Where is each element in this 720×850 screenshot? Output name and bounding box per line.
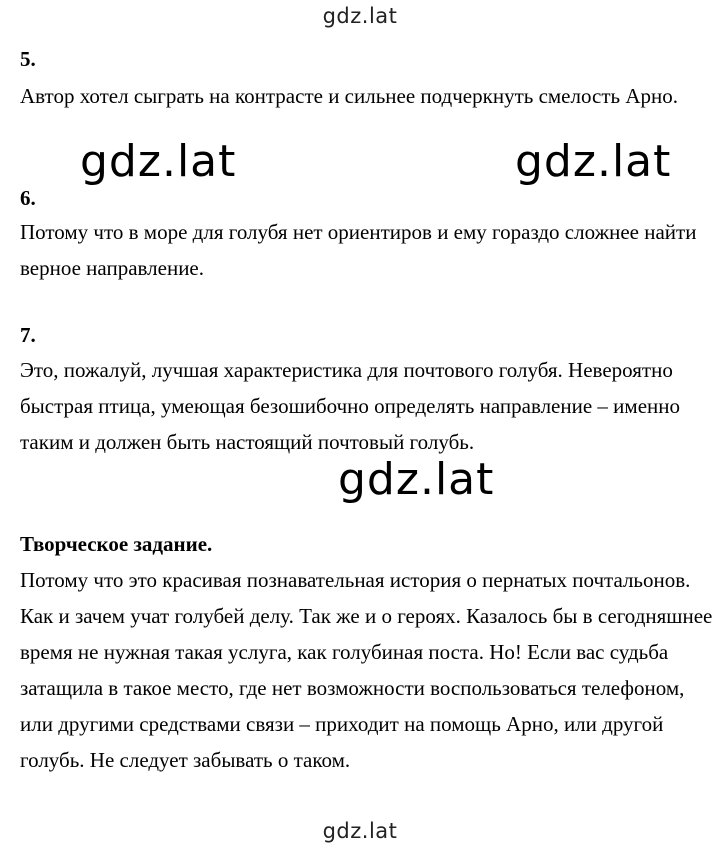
watermark-top: gdz.lat bbox=[322, 4, 398, 28]
answer-7-heading: 7. bbox=[20, 323, 36, 347]
creative-task-text: Потому что это красивая познавательная история о пернатых почтальонов. Как и зачем учат голубей делу. Так же и о героях. Казалось бы в сегодняшнее время не нужная такая услуга, как голубиная поста. Но! Если вас судьба затащила в такое место, где нет возможности воспользоваться телефоном, или другими средствами связи – приходит на помощь Арно, или другой голубь. Не следует забывать о таком. bbox=[20, 568, 713, 772]
answer-6-heading: 6. bbox=[20, 186, 36, 210]
answer-6-text: Потому что в море для голубя нет ориентиров и ему гораздо сложнее найти верное направление. bbox=[20, 220, 697, 280]
answer-5-heading: 5. bbox=[20, 47, 36, 71]
watermark-bottom: gdz.lat bbox=[322, 819, 398, 843]
answer-5-text: Автор хотел сыграть на контрасте и сильнее подчеркнуть смелость Арно. bbox=[20, 84, 678, 108]
watermark-large-center: gdz.lat bbox=[338, 454, 495, 505]
watermark-large-right: gdz.lat bbox=[515, 136, 672, 187]
creative-task-heading: Творческое задание. bbox=[20, 532, 213, 556]
answer-7-text: Это, пожалуй, лучшая характеристика для почтового голубя. Невероятно быстрая птица, умеющая безошибочно определять направление – именно таким и должен быть настоящий почтовый голубь. bbox=[20, 358, 681, 454]
watermark-large-left: gdz.lat bbox=[80, 136, 237, 187]
